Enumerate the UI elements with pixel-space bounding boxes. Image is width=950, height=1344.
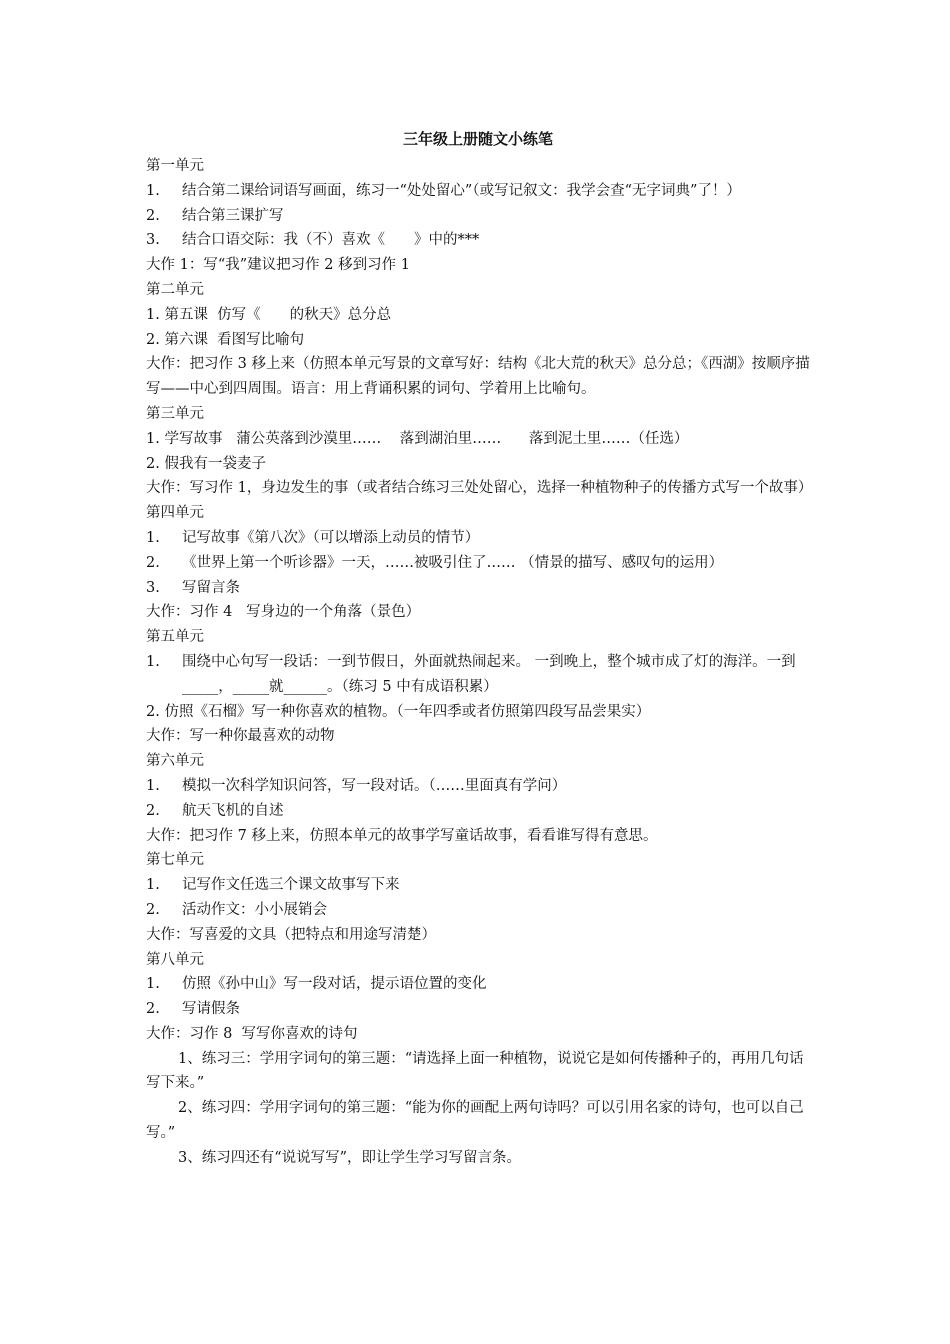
text-line: 第六单元 <box>146 753 204 770</box>
item-number: 2. <box>146 554 160 571</box>
document-body <box>146 154 813 1171</box>
item-number: 1. <box>146 877 160 894</box>
text-line: 2. 仿照《石榴》写一种你喜欢的植物。（一年四季或者仿照第四段写品尝果实） <box>146 703 651 720</box>
item-text: 模拟一次科学知识问答，写一段对话。（……里面真有学问） <box>182 777 567 794</box>
numbered-item <box>146 228 810 253</box>
numbered-item <box>146 576 810 601</box>
numbered-item <box>146 774 810 799</box>
document-title: 三年级上册随文小练笔 <box>402 130 553 148</box>
item-number: 3. <box>146 579 160 596</box>
item-number: 1. <box>146 976 160 993</box>
item-text: 记写作文任选三个课文故事写下来 <box>182 877 400 894</box>
text-line: 1. 第五课 仿写《 的秋天》总分总 <box>146 306 392 323</box>
item-number: 3. <box>146 232 160 249</box>
item-number: 1. <box>146 777 160 794</box>
numbered-item <box>146 551 810 576</box>
numbered-item <box>146 873 810 898</box>
text-line: 大作：写习作 1，身边发生的事（或者结合练习三处处留心，选择一种植物种子的传播方式写一个故事） <box>146 480 813 497</box>
item-number: 2. <box>146 207 160 224</box>
numbered-item <box>146 179 810 204</box>
text-line: 大作 1：写“我”建议把习作 2 移到习作 1 <box>146 257 410 274</box>
item-text: 航天飞机的自述 <box>182 802 284 819</box>
text-line: 大作：习作 8 写写你喜欢的诗句 <box>146 1025 358 1042</box>
text-line: 大作：写一种你最喜欢的动物 <box>146 728 335 745</box>
item-text: 仿照《孙中山》写一段对话，提示语位置的变化 <box>182 976 487 993</box>
item-text: 结合口语交际：我（不）喜欢《 》中的*** <box>182 232 480 249</box>
item-text: 写请假条 <box>182 1001 240 1018</box>
item-number: 1. <box>146 182 160 199</box>
item-number: 1. <box>146 529 160 546</box>
item-number: 2. <box>146 1001 160 1018</box>
text-line: 第七单元 <box>146 852 204 869</box>
numbered-item <box>146 650 810 700</box>
text-line: 第五单元 <box>146 629 204 646</box>
text-line: 第四单元 <box>146 505 204 522</box>
numbered-item <box>146 204 810 229</box>
text-line: 第三单元 <box>146 405 204 422</box>
text-line: 1. 学写故事 蒲公英落到沙漠里…… 落到湖泊里…… 落到泥土里……（任选） <box>146 430 689 447</box>
item-number: 1. <box>146 653 160 670</box>
document-page <box>146 128 813 1171</box>
text-line: 第一单元 <box>146 158 204 174</box>
numbered-item <box>146 799 810 824</box>
text-line: 第二单元 <box>146 281 204 298</box>
text-line: 大作：写喜爱的文具（把特点和用途写清楚） <box>146 926 436 943</box>
text-line: 2. 假我有一袋麦子 <box>146 455 266 472</box>
item-text: 结合第二课给词语写画面，练习一“处处留心”（或写记叙文：我学会查“无字词典”了！） <box>182 182 741 199</box>
text-line: 第八单元 <box>146 951 204 968</box>
text-line: 2. 第六课 看图写比喻句 <box>146 331 305 348</box>
numbered-item <box>146 997 810 1022</box>
note-paragraph: 2、练习四：学用字词句的第三题：“能为你的画配上两句诗吗？可以引用名家的诗句，也可以自己写。” <box>146 1100 804 1142</box>
item-text: 记写故事《第八次》（可以增添上动员的情节） <box>182 529 480 546</box>
item-text: 写留言条 <box>182 579 240 596</box>
note-paragraph: 3、练习四还有“说说写写”，即让学生学习写留言条。 <box>178 1149 522 1166</box>
text-line: 大作：把习作 7 移上来，仿照本单元的故事学写童话故事，看看谁写得有意思。 <box>146 827 658 844</box>
item-text: 围绕中心句写一段话：一到节假日，外面就热闹起来。 一到晚上，整个城市成了灯的海洋。一到_____，_____就______。（练习 5 中有成语积累） <box>182 653 796 695</box>
numbered-item <box>146 898 810 923</box>
note-paragraph: 1、练习三：学用字词句的第三题：“请选择上面一种植物，说说它是如何传播种子的，再用几句话写下来。” <box>146 1050 804 1092</box>
item-text: 活动作文：小小展销会 <box>182 901 327 918</box>
item-text: 《世界上第一个听诊器》一天，……被吸引住了…… （情景的描写、感叹句的运用） <box>182 554 724 571</box>
item-number: 2. <box>146 901 160 918</box>
numbered-item <box>146 972 810 997</box>
item-number: 2. <box>146 802 160 819</box>
text-line: 大作：习作 4 写身边的一个角落（景色） <box>146 604 421 621</box>
numbered-item <box>146 526 810 551</box>
text-line: 大作：把习作 3 移上来（仿照本单元写景的文章写好：结构《北大荒的秋天》总分总；《西湖》按顺序描写——中心到四周围。语言：用上背诵积累的词句、学着用上比喻句。 <box>146 356 810 398</box>
item-text: 结合第三课扩写 <box>182 207 284 224</box>
